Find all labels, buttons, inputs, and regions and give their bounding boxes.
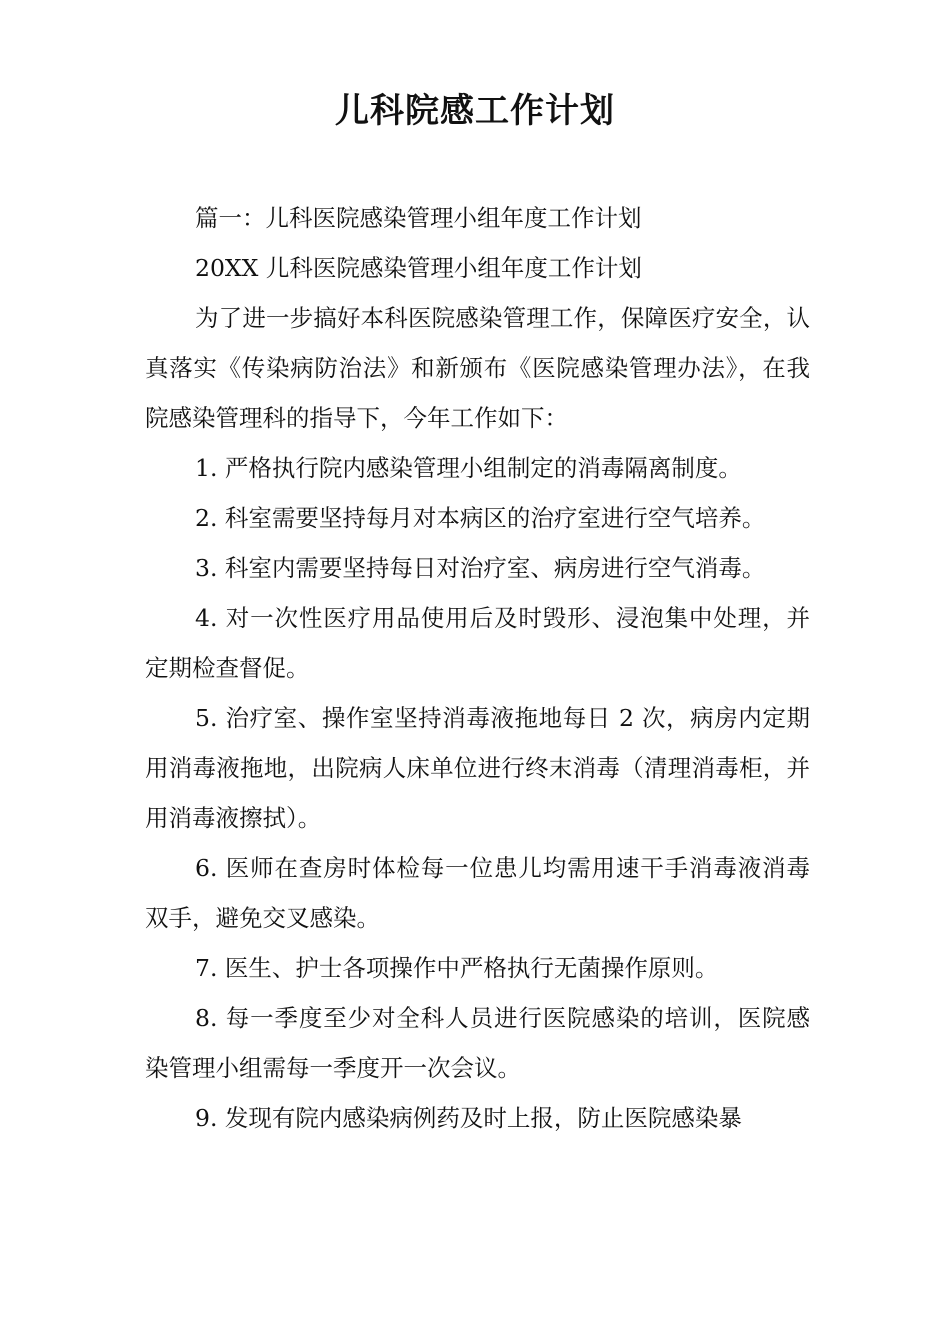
paragraph-heading-part-one: 篇一：儿科医院感染管理小组年度工作计划 [195,204,642,232]
paragraph-plan-title: 20XX 儿科医院感染管理小组年度工作计划 [195,254,642,282]
paragraph-item-1: 1. 严格执行院内感染管理小组制定的消毒隔离制度。 [195,454,742,482]
paragraph-item-9: 9. 发现有院内感染病例药及时上报，防止医院感染暴 [195,1104,742,1132]
paragraph-item-5: 5. 治疗室、操作室坚持消毒液拖地每日 2 次，病房内定期用消毒液拖地，出院病人床单位进行终末消毒（清理消毒柜，并用消毒液擦拭）。 [145,704,810,832]
document-title: 儿科院感工作计划 [335,91,615,131]
paragraph-item-6: 6. 医师在查房时体检每一位患儿均需用速干手消毒液消毒双手，避免交叉感染。 [145,854,810,932]
paragraph-item-8: 8. 每一季度至少对全科人员进行医院感染的培训，医院感染管理小组需每一季度开一次会议。 [145,1004,810,1082]
paragraph-item-4: 4. 对一次性医疗用品使用后及时毁形、浸泡集中处理，并定期检查督促。 [145,604,810,682]
paragraph-introduction: 为了进一步搞好本科医院感染管理工作，保障医疗安全，认真落实《传染病防治法》和新颁布《医院感染管理办法》，在我院感染管理科的指导下，今年工作如下： [145,304,810,432]
paragraph-item-7: 7. 医生、护士各项操作中严格执行无菌操作原则。 [195,954,719,982]
paragraph-item-2: 2. 科室需要坚持每月对本病区的治疗室进行空气培养。 [195,504,766,532]
paragraph-item-3: 3. 科室内需要坚持每日对治疗室、病房进行空气消毒。 [195,554,766,582]
document-body [145,193,810,1143]
